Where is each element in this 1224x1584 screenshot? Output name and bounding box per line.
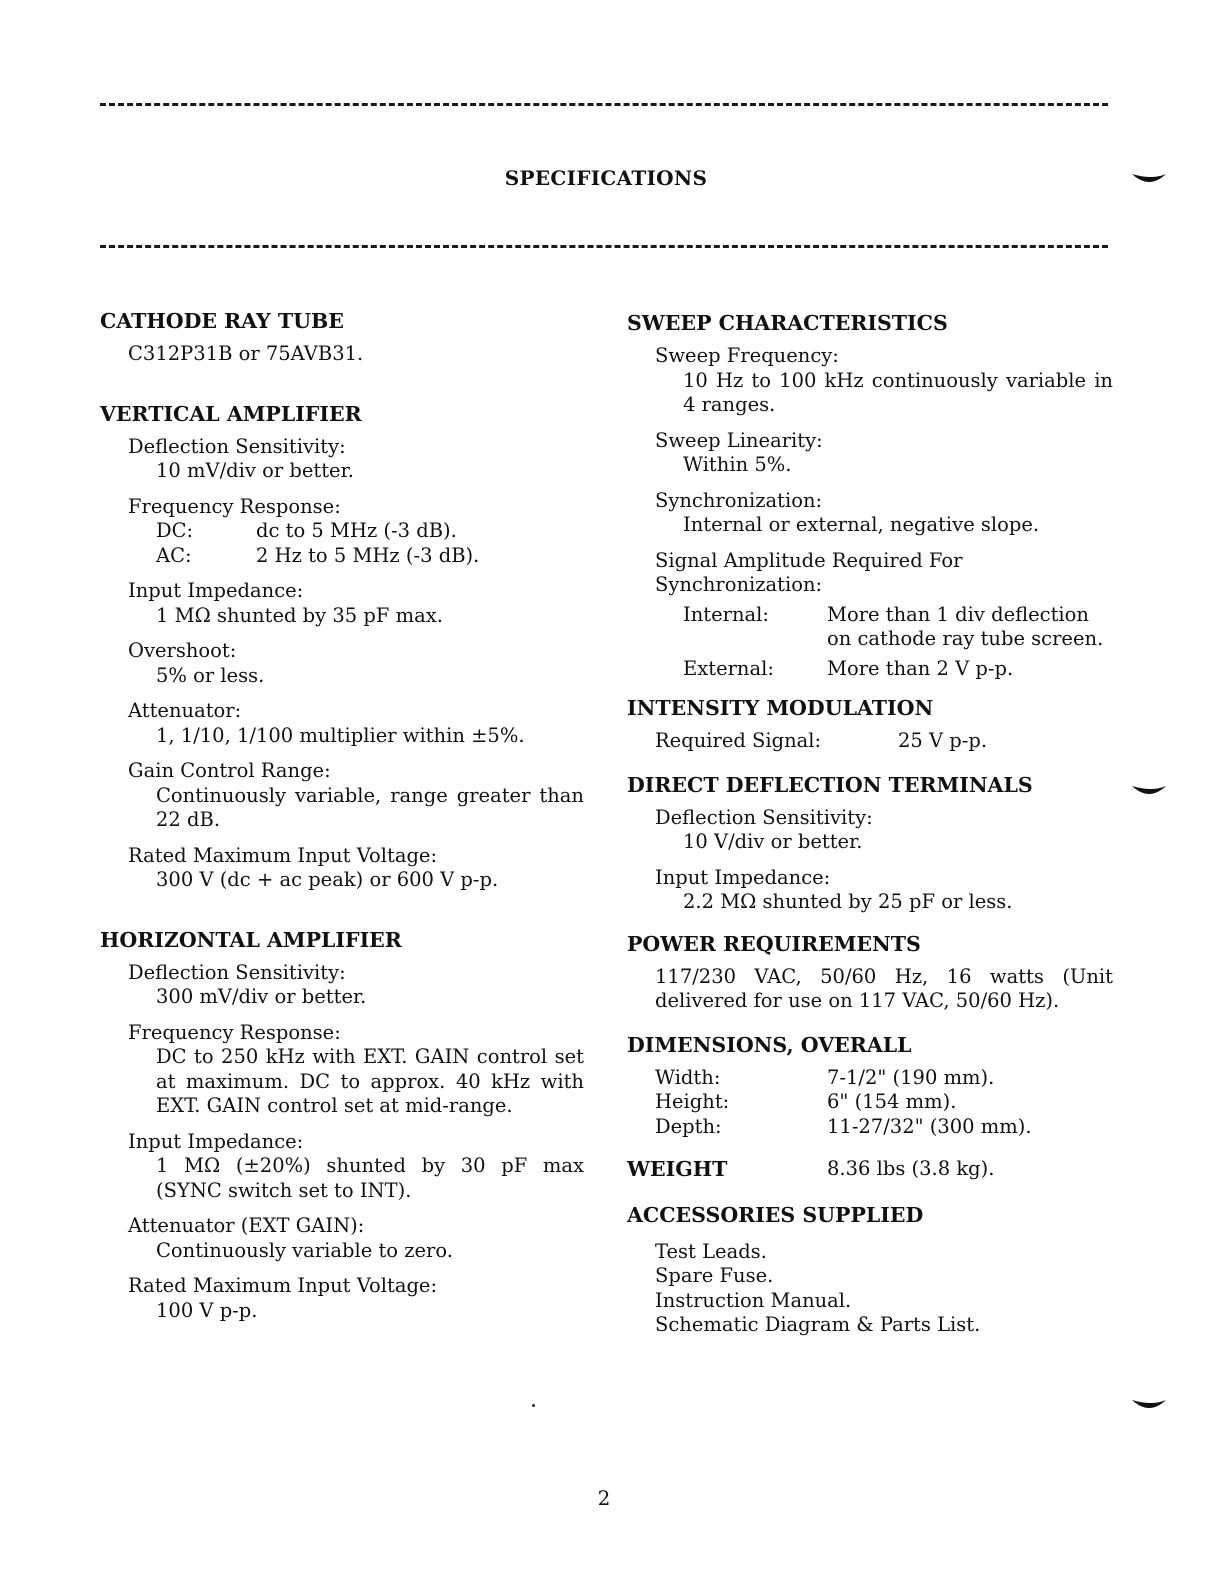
binder-hole-mark bbox=[1132, 784, 1166, 798]
vertical-frequency bbox=[128, 495, 584, 569]
crt-value: C312P31B or 75AVB31. bbox=[128, 342, 364, 365]
section-horizontal bbox=[100, 927, 584, 1324]
spec-value: Continuously variable, range greater than 22 dB. bbox=[156, 783, 584, 831]
vertical-gain bbox=[128, 759, 584, 833]
sweep-amplitude bbox=[655, 549, 1113, 598]
spec-value: Continuously variable to zero. bbox=[156, 1238, 453, 1262]
direct-deflection bbox=[655, 806, 1113, 855]
intensity-heading: INTENSITY MODULATION bbox=[627, 696, 934, 720]
sweep-linearity bbox=[655, 429, 1113, 478]
binder-hole-mark bbox=[1132, 1398, 1166, 1412]
dimension-row bbox=[655, 1066, 1113, 1091]
spec-label: Overshoot: bbox=[128, 639, 237, 662]
left-column bbox=[100, 308, 584, 1334]
spec-label: Gain Control Range: bbox=[128, 759, 331, 782]
external-value: More than 2 V p-p. bbox=[827, 656, 1014, 680]
spec-label: Attenuator (EXT GAIN): bbox=[128, 1214, 365, 1237]
spec-value: 1 MΩ (±20%) shunted by 30 pF max (SYNC switch set to INT). bbox=[156, 1154, 584, 1202]
spec-value: 300 V (dc + ac peak) or 600 V p-p. bbox=[156, 868, 499, 891]
spec-label: Rated Maximum Input Voltage: bbox=[128, 843, 438, 867]
horizontal-max-input bbox=[128, 1274, 584, 1323]
spec-value: Internal or external, negative slope. bbox=[683, 513, 1040, 536]
spec-value: 10 Hz to 100 kHz continuously variable in 4 ranges. bbox=[683, 368, 1113, 416]
accessories-list bbox=[655, 1240, 1113, 1338]
accessories-heading: ACCESSORIES SUPPLIED bbox=[627, 1202, 924, 1227]
top-dashed-rule bbox=[100, 103, 1108, 106]
spec-value: 100 V p-p. bbox=[156, 1298, 258, 1322]
spec-label: Sweep Frequency: bbox=[655, 344, 839, 367]
vertical-impedance bbox=[128, 579, 584, 628]
vertical-deflection bbox=[128, 435, 584, 484]
spec-label: Frequency Response: bbox=[128, 1020, 341, 1044]
sync-external-row bbox=[683, 657, 1113, 682]
spec-label: Rated Maximum Input Voltage: bbox=[128, 1274, 438, 1297]
horizontal-impedance bbox=[128, 1130, 584, 1204]
spec-label: Signal Amplitude Required For bbox=[655, 548, 963, 572]
vertical-max-input bbox=[128, 844, 584, 893]
spec-value: DC to 250 kHz with EXT. GAIN control set at maximum. DC to approx. 40 kHz with EXT. GAIN control set at mid-range. bbox=[156, 1045, 584, 1117]
intensity-row bbox=[655, 729, 1113, 754]
dimension-key: Height: bbox=[655, 1090, 730, 1113]
spec-label: Synchronization: bbox=[655, 573, 823, 596]
section-weight bbox=[627, 1157, 1113, 1182]
vertical-attenuator bbox=[128, 699, 584, 748]
weight-heading: WEIGHT bbox=[627, 1157, 728, 1181]
spec-value: 300 mV/div or better. bbox=[156, 985, 367, 1008]
vertical-heading: VERTICAL AMPLIFIER bbox=[100, 401, 362, 426]
horizontal-deflection bbox=[128, 961, 584, 1010]
spec-label: Input Impedance: bbox=[128, 1129, 304, 1153]
spec-label: Deflection Sensitivity: bbox=[128, 434, 346, 458]
spec-label: Synchronization: bbox=[655, 488, 823, 512]
list-item: Schematic Diagram & Parts List. bbox=[655, 1313, 981, 1336]
horizontal-heading: HORIZONTAL AMPLIFIER bbox=[100, 927, 402, 952]
section-accessories bbox=[627, 1202, 1113, 1338]
horizontal-frequency bbox=[128, 1021, 584, 1119]
crt-heading: CATHODE RAY TUBE bbox=[100, 309, 344, 333]
direct-impedance bbox=[655, 866, 1113, 915]
ac-value: 2 Hz to 5 MHz (-3 dB). bbox=[256, 543, 480, 567]
sweep-sync bbox=[655, 489, 1113, 538]
spec-label: Frequency Response: bbox=[128, 494, 341, 518]
spec-value: 10 V/div or better. bbox=[683, 830, 863, 853]
section-sweep bbox=[627, 310, 1113, 681]
binder-hole-mark bbox=[1132, 172, 1166, 186]
spec-value: 5% or less. bbox=[156, 663, 265, 687]
ac-key: AC: bbox=[156, 543, 192, 567]
dc-value: dc to 5 MHz (-3 dB). bbox=[256, 519, 457, 542]
dimension-row bbox=[655, 1090, 1113, 1115]
intensity-value: 25 V p-p. bbox=[898, 729, 988, 752]
list-item: Spare Fuse. bbox=[655, 1264, 774, 1287]
bottom-dashed-rule bbox=[100, 245, 1108, 248]
spec-label: Deflection Sensitivity: bbox=[655, 805, 873, 829]
vertical-overshoot bbox=[128, 639, 584, 688]
spec-value: Within 5%. bbox=[683, 453, 792, 476]
scan-speck bbox=[532, 1404, 535, 1407]
sweep-heading: SWEEP CHARACTERISTICS bbox=[627, 311, 948, 335]
section-dimensions bbox=[627, 1032, 1113, 1140]
intensity-key: Required Signal: bbox=[655, 729, 822, 752]
section-vertical bbox=[100, 401, 584, 893]
spec-label: Sweep Linearity: bbox=[655, 428, 823, 452]
weight-value: 8.36 lbs (3.8 kg). bbox=[827, 1157, 995, 1180]
dimension-key: Width: bbox=[655, 1065, 721, 1089]
power-heading: POWER REQUIREMENTS bbox=[627, 931, 921, 956]
section-intensity bbox=[627, 695, 1113, 754]
horizontal-attenuator bbox=[128, 1214, 584, 1263]
spec-label: Deflection Sensitivity: bbox=[128, 960, 346, 984]
spec-value: 2.2 MΩ shunted by 25 pF or less. bbox=[683, 890, 1013, 913]
internal-value: More than 1 div deflection on cathode ray tube screen. bbox=[827, 602, 1104, 650]
spec-label: Attenuator: bbox=[128, 699, 242, 722]
sweep-frequency bbox=[655, 344, 1113, 418]
page-title: SPECIFICATIONS bbox=[504, 166, 708, 190]
right-column bbox=[627, 310, 1113, 1338]
list-item: Test Leads. bbox=[655, 1239, 767, 1263]
dimension-value: 6" (154 mm). bbox=[827, 1090, 957, 1113]
external-key: External: bbox=[683, 656, 774, 680]
dc-key: DC: bbox=[156, 519, 194, 542]
section-crt bbox=[100, 308, 584, 367]
power-value: 117/230 VAC, 50/60 Hz, 16 watts (Unit delivered for use on 117 VAC, 50/60 Hz). bbox=[655, 964, 1113, 1012]
dimension-value: 11-27/32" (300 mm). bbox=[827, 1114, 1032, 1138]
page-number: 2 bbox=[597, 1486, 611, 1510]
spec-value: 1 MΩ shunted by 35 pF max. bbox=[156, 603, 443, 627]
spec-value: 10 mV/div or better. bbox=[156, 459, 354, 482]
internal-key: Internal: bbox=[683, 602, 769, 626]
section-direct-deflection bbox=[627, 772, 1113, 915]
dimension-key: Depth: bbox=[655, 1114, 722, 1138]
sync-internal-row bbox=[683, 603, 1113, 652]
spec-label: Input Impedance: bbox=[128, 579, 304, 602]
spec-value: 1, 1/10, 1/100 multiplier within ±5%. bbox=[156, 723, 525, 747]
direct-heading: DIRECT DEFLECTION TERMINALS bbox=[627, 772, 1033, 797]
list-item: Instruction Manual. bbox=[655, 1288, 852, 1312]
dimension-row bbox=[655, 1115, 1113, 1140]
spec-label: Input Impedance: bbox=[655, 865, 831, 889]
section-power bbox=[627, 931, 1113, 1014]
dimensions-heading: DIMENSIONS, OVERALL bbox=[627, 1032, 912, 1057]
dimension-value: 7-1/2" (190 mm). bbox=[827, 1065, 995, 1089]
